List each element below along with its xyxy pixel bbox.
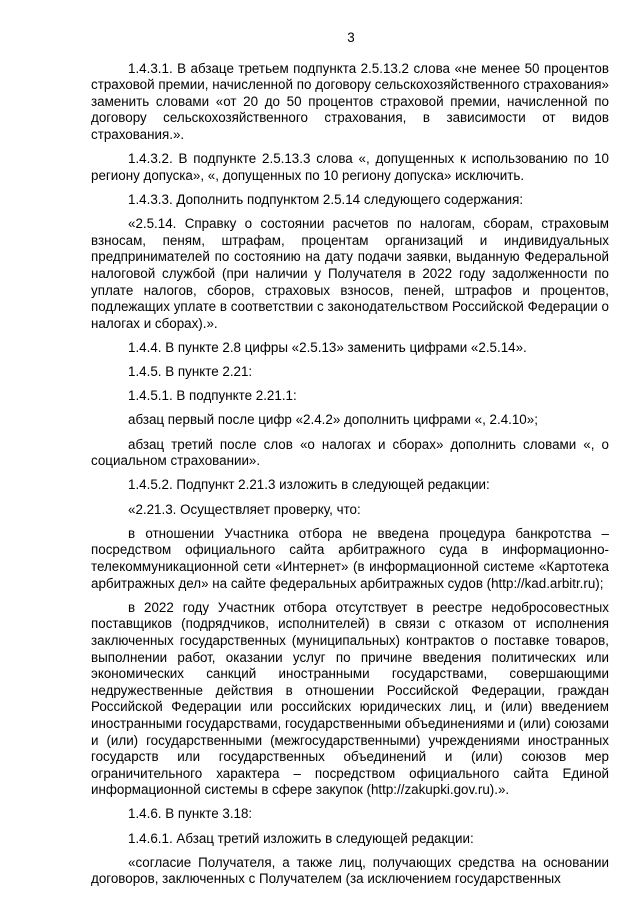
paragraph-registry: в 2022 году Участник отбора отсутствует в реестре недобросовестных поставщиков (подрядчиков, исполнителей) в связи с отказом от исполнения заключенных государственных (муниципальных) контрактов о поставке товаров, выполнении работ, оказании услуг по причине введения политических или экономических санкций иностранными государствами, совершающими недружественные действия в отношении Российской Федерации, граждан Российской Федерации или российских юридических лиц, и (или) введением иностранными государствами, государственными объединениями и (или) союзами и (или) государственными (межгосударственными) учреждениями иностранных государств или государственных объединений и (или) союзов мер ограничительного характера – посредством официального сайта Единой информационной системы в сфере закупок (http://zakupki.gov.ru).».: [91, 599, 609, 798]
paragraph-third-abzac: абзац третий после слов «о налогах и сборах» дополнить словами «, о социальном страховании».: [91, 436, 609, 469]
paragraph-2-21-3: «2.21.3. Осуществляет проверку, что:: [128, 501, 361, 517]
paragraph-1-4-3-2: 1.4.3.2. В подпункте 2.5.13.3 слова «, допущенных к использованию по 10 региону допуска», «, допущенных по 10 региону допуска» исключить.: [91, 151, 609, 183]
paragraph-1-4-6-1: 1.4.6.1. Абзац третий изложить в следующей редакции:: [128, 830, 474, 846]
paragraph-1-4-3-3: 1.4.3.3. Дополнить подпунктом 2.5.14 следующего содержания:: [128, 191, 524, 207]
page-number: 3: [347, 30, 355, 45]
paragraph-bankruptcy: в отношении Участника отбора не введена процедура банкротства – посредством официального сайта арбитражного суда в информационно-телекоммуникационной сети «Интернет» (в информационной системе «Картотека арбитражных дел» на сайте федеральных арбитражных судов (http://kad.arbitr.ru);: [91, 525, 609, 591]
paragraph-1-4-3-1: 1.4.3.1. В абзаце третьем подпункта 2.5.13.2 слова «не менее 50 процентов страховой премии, начисленной по договору сельскохозяйственного страхования» заменить словами «от 20 до 50 процентов страховой премии, начисленной по договору сельскохозяйственного страхования, в зависимости от видов страхования.».: [91, 60, 609, 142]
paragraph-1-4-4: 1.4.4. В пункте 2.8 цифры «2.5.13» заменить цифрами «2.5.14».: [128, 339, 527, 355]
paragraph-consent: «согласие Получателя, а также лиц, получающих средства на основании договоров, заключенных с Получателем (за исключением государственных: [91, 854, 609, 887]
paragraph-1-4-5: 1.4.5. В пункте 2.21:: [128, 364, 253, 380]
paragraph-1-4-5-2: 1.4.5.2. Подпункт 2.21.3 изложить в следующей редакции:: [128, 477, 490, 493]
paragraph-2-5-14: «2.5.14. Справку о состоянии расчетов по налогам, сборам, страховым взносам, пеням, штрафам, процентам организаций и индивидуальных предпринимателей по состоянию на дату подачи заявки, выданную Федеральной налоговой службой (при наличии у Получателя в 2022 году задолженности по уплате налогов, сборов, страховых взносов, пеней, штрафов и процентов, подлежащих уплате в соответствии с законодательством Российской Федерации о налогах и сборах).».: [91, 216, 609, 331]
document-body: [91, 61, 609, 888]
paragraph-1-4-5-1: 1.4.5.1. В подпункте 2.21.1:: [128, 388, 297, 404]
paragraph-1-4-6: 1.4.6. В пункте 3.18:: [128, 806, 253, 822]
paragraph-first-abzac: абзац первый после цифр «2.4.2» дополнить цифрами «, 2.4.10»;: [128, 412, 538, 428]
